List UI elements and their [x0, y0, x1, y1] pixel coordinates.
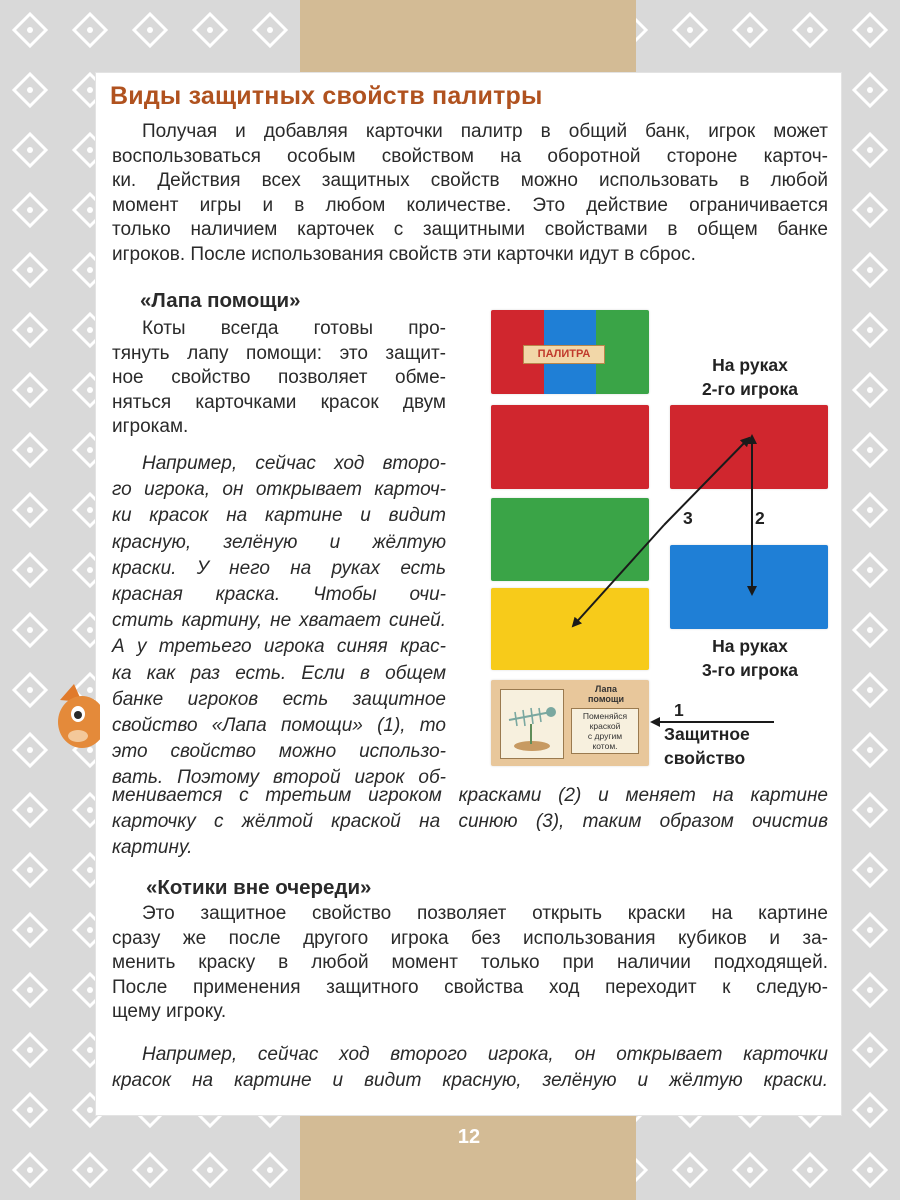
- paw-desc-line: тянуть лапу помощи: это защит-: [112, 342, 446, 364]
- arrow-3: [664, 438, 749, 525]
- intro-line: момент игры и в любом количестве. Это действие ограничивается: [112, 194, 828, 216]
- arrow-1-label: 1: [674, 700, 684, 720]
- intro-line: ки. Действия всех защитных свойств можно использовать в любой: [112, 170, 828, 191]
- paw-desc-line: ное свойство позволяет обме-: [112, 367, 446, 388]
- property-card-text-line: краской: [589, 721, 621, 731]
- out-of-turn-line: сразу же после другого игрока без использования кубиков и за-: [112, 927, 828, 949]
- property-card-text-line: котом.: [592, 741, 618, 751]
- paw-example-line: свойство «Лапа помощи» (1), то: [112, 715, 446, 737]
- out-of-turn-example-line: Например, сейчас ход второго игрока, он открывает карточки: [142, 1044, 828, 1065]
- paw-example-line: Например, сейчас ход второ-: [142, 453, 446, 474]
- arrow-3-label: 3: [683, 508, 693, 528]
- property-label-line: Защитное: [664, 724, 750, 744]
- intro-line: только наличием карточек с защитными свойствами в общем банке: [112, 219, 828, 240]
- arrow-2-label: 2: [755, 508, 765, 528]
- out-of-turn-line: После применения защитного свойства ход переходит к следую-: [112, 976, 828, 998]
- paw-example-line: ка как раз есть. Если в общем: [112, 662, 446, 684]
- player3-label-line: 3-го игрока: [701, 660, 799, 680]
- intro-line: воспользоваться особым свойством на оборотной стороне карточ-: [112, 145, 828, 167]
- paw-example-cont-line: менивается с третьим игроком красками (2) и меняет на картине: [112, 785, 828, 806]
- player2-label-line: 2-го игрока: [701, 379, 799, 399]
- paw-example-line: краски. У него на руках есть: [112, 557, 446, 579]
- paw-example-line: это свойство можно использо-: [112, 741, 446, 763]
- palette-label: ПАЛИТРА: [523, 345, 605, 364]
- out-of-turn-line: щему игроку.: [112, 1001, 227, 1022]
- arrow-3: [573, 525, 664, 626]
- paw-desc-line: няться карточками красок двум: [112, 391, 446, 413]
- intro-line: игроков. После использования свойств эти карточки идут в сброс.: [112, 243, 696, 265]
- out-of-turn-example-line: красок на картине и видит красную, зелёную и жёлтую краски.: [112, 1070, 828, 1091]
- out-of-turn-line: Это защитное свойство позволяет открыть краски на картине: [142, 903, 828, 924]
- page-title: Виды защитных свойств палитры: [110, 82, 543, 110]
- paw-example-line: А у третьего игрока синяя крас-: [112, 636, 446, 658]
- property-card-title-line: Лапа: [595, 684, 617, 694]
- paw-example-line: банке игроков есть защитное: [112, 688, 446, 710]
- player3-label-line: На руках: [712, 636, 788, 656]
- player2-label-line: На руках: [712, 355, 788, 375]
- paw-desc-line: игрокам.: [112, 416, 189, 437]
- property-label-line: свойство: [664, 748, 746, 768]
- out-of-turn-example: [112, 1042, 828, 1094]
- page-number: 12: [457, 1126, 481, 1148]
- property-card-text-line: с другим: [587, 731, 623, 741]
- paw-example-line: стить картину, не хватает синей.: [112, 610, 446, 632]
- property-card-title-line: помощи: [588, 694, 624, 704]
- paw-example-cont-line: картину.: [112, 837, 193, 859]
- out-of-turn-text: [112, 902, 828, 1025]
- section-heading-paw: «Лапа помощи»: [140, 289, 301, 312]
- property-label: [664, 722, 774, 770]
- paw-example-line: красную, зелёную и жёлтую: [112, 531, 446, 553]
- paw-example-line: го игрока, он открывает карточ-: [112, 479, 446, 501]
- out-of-turn-line: менить краску в любой момент только при наличии подходящей.: [112, 952, 828, 973]
- paw-example-line: красная краска. Чтобы очи-: [112, 584, 446, 606]
- paw-example-line: ки красок на картине и видит: [112, 505, 446, 527]
- section-heading-out-of-turn: «Котики вне очереди»: [146, 876, 372, 899]
- paw-desc-line: Коты всегда готовы про-: [142, 318, 446, 339]
- intro-line: Получая и добавляя карточки палитр в общий банк, игрок может: [142, 121, 828, 142]
- paw-example-cont-line: карточку с жёлтой краской на синюю (3), таким образом очистив: [112, 811, 828, 833]
- paw-example-line: вать. Поэтому второй игрок об-: [112, 767, 446, 789]
- property-card-text-line: Поменяйся: [582, 711, 628, 721]
